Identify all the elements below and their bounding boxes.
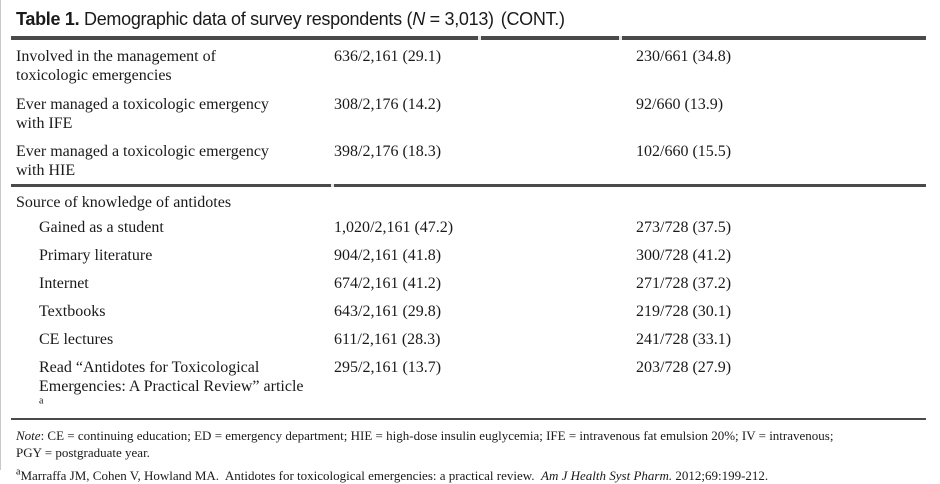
section-header: Source of knowledge of antidotes	[16, 194, 232, 211]
row-value-col2: 308/2,176 (14.2)	[334, 96, 442, 113]
row-value-col2: 904/2,161 (41.8)	[334, 247, 442, 264]
row-label: Textbooks	[39, 303, 106, 320]
row-value-col3: 203/728 (27.9)	[636, 359, 732, 376]
note-label: Note	[16, 428, 41, 443]
row-value-col2: 643/2,161 (29.8)	[334, 303, 442, 320]
row-value-col3: 230/661 (34.8)	[636, 48, 732, 65]
row-label: Internet	[39, 275, 89, 292]
section-rule	[11, 184, 926, 187]
table-row	[1, 246, 940, 265]
row-label: Read “Antidotes for Toxicological Emergencies: A Practical Review” article $^a$	[39, 359, 304, 407]
row-value-col3: 273/728 (37.5)	[636, 219, 732, 236]
row-value-col2: 636/2,161 (29.1)	[334, 48, 442, 65]
row-label: Ever managed a toxicologic emergency with HIE	[16, 143, 269, 179]
table-row	[1, 274, 940, 293]
table-title	[1, 0, 940, 29]
row-value-col3: 241/728 (33.1)	[636, 331, 732, 348]
table-note: Note: CE = continuing education; ED = emergency department; HIE = high-dose insulin euglycemia; IFE = intravenous fat emulsion 20%; IV = intravenous; PGY = postgraduate year.	[16, 428, 834, 460]
table-citation: $^a$Marraffa JM, Cohen V, Howland MA. Antidotes for toxicological emergencies: a practical review. Am J Health Syst Pharm. 2012;69:199-212.	[16, 466, 769, 483]
table-row	[1, 142, 940, 180]
footnote-marker: a	[39, 395, 44, 407]
n-value: = 3,013)	[424, 9, 494, 29]
row-label: Involved in the management of toxicologic emergencies	[16, 48, 216, 84]
row-value-col3: 102/660 (15.5)	[636, 143, 732, 160]
row-value-col2: 611/2,161 (28.3)	[334, 331, 441, 348]
table-row	[1, 358, 940, 415]
row-value-col3: 271/728 (37.2)	[636, 275, 732, 292]
n-symbol: N	[412, 9, 425, 29]
footnote-marker: a	[16, 466, 21, 478]
continued-marker: (CONT.)	[500, 9, 565, 29]
row-value-col2: 1,020/2,161 (47.2)	[334, 219, 454, 236]
rule-gap	[619, 36, 622, 40]
table-row	[1, 47, 940, 85]
row-value-col3: 219/728 (30.1)	[636, 303, 732, 320]
row-label: Ever managed a toxicologic emergency with IFE	[16, 96, 269, 132]
row-value-col3: 92/660 (13.9)	[636, 96, 724, 113]
table-row	[1, 95, 940, 133]
table-row	[1, 218, 940, 237]
rule-gap	[478, 36, 481, 40]
table-number: Table 1.	[16, 9, 80, 29]
table-row	[1, 302, 940, 321]
row-label: CE lectures	[39, 331, 114, 348]
table-caption: Demographic data of survey respondents (	[79, 9, 413, 29]
row-value-col2: 674/2,161 (41.2)	[334, 275, 442, 292]
row-label: Primary literature	[39, 247, 153, 264]
bottom-rule	[11, 418, 926, 420]
row-value-col2: 295/2,161 (13.7)	[334, 359, 442, 376]
row-value-col2: 398/2,176 (18.3)	[334, 143, 442, 160]
table-row	[1, 330, 940, 349]
row-label: Gained as a student	[39, 219, 164, 236]
journal-name: Am J Health Syst Pharm.	[541, 468, 673, 483]
top-rule	[11, 36, 926, 40]
row-value-col3: 300/728 (41.2)	[636, 247, 732, 264]
rule-gap	[331, 184, 334, 187]
